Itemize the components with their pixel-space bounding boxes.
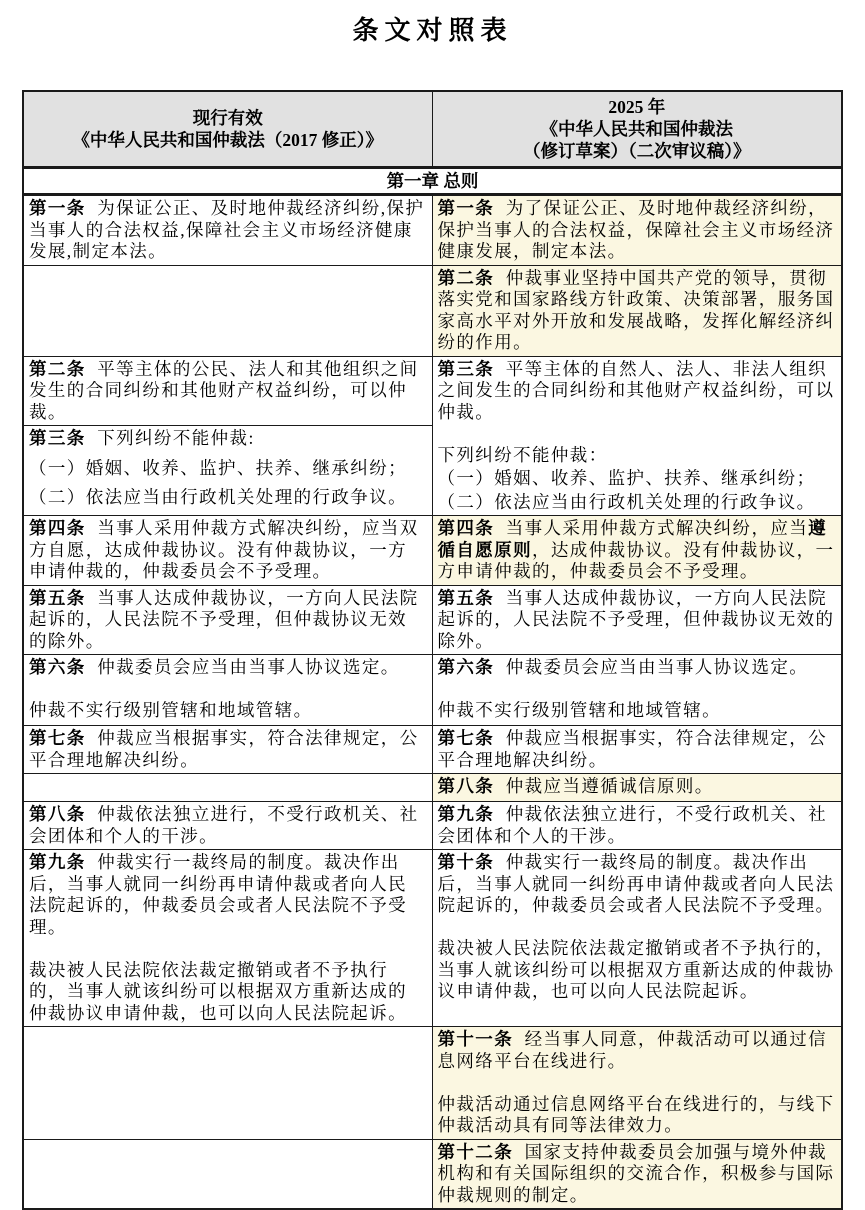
emphasized-text: 第四条 bbox=[29, 518, 86, 538]
text-run: 仲裁不实行级别管辖和地域管辖。 bbox=[437, 700, 721, 720]
article-cell-revised bbox=[433, 196, 842, 265]
text-run: 仲裁依法独立进行，不受行政机关、社会团体和个人的干涉。 bbox=[437, 804, 828, 846]
emphasized-text: 第一条 bbox=[437, 198, 495, 218]
paragraph bbox=[29, 679, 426, 701]
article-cell bbox=[24, 774, 432, 801]
current-law-column bbox=[24, 586, 433, 655]
table-row bbox=[24, 266, 841, 357]
article-cell bbox=[24, 516, 432, 585]
paragraph bbox=[438, 492, 836, 514]
table-row bbox=[24, 726, 841, 774]
table-row bbox=[24, 586, 841, 656]
article-cell bbox=[24, 1027, 432, 1139]
emphasized-text: 第六条 bbox=[29, 657, 86, 677]
paragraph bbox=[438, 1072, 836, 1094]
draft-law-column bbox=[433, 266, 842, 356]
text-run: （一）婚姻、收养、监护、扶养、继承纠纷； bbox=[437, 468, 816, 488]
article-cell bbox=[24, 726, 432, 773]
text-run: 为了保证公正、及时地仲裁经济纠纷，保护当事人的合法权益，保障社会主义市场经济健康发展，制定本法。 bbox=[437, 198, 835, 261]
draft-law-column bbox=[433, 774, 842, 801]
draft-law-column bbox=[433, 726, 842, 773]
emphasized-text: 第二条 bbox=[437, 267, 495, 288]
table-header-current-law bbox=[24, 92, 433, 166]
text-run: 当事人达成仲裁协议，一方向人民法院起诉的，人民法院不予受理，但仲裁协议无效的除外。 bbox=[29, 587, 419, 651]
table-row bbox=[24, 196, 841, 266]
text-run: 当事人采用仲裁方式解决纠纷，应当 bbox=[494, 518, 809, 538]
text-run: 仲裁不实行级别管辖和地域管辖。 bbox=[29, 700, 313, 720]
paragraph bbox=[438, 804, 836, 847]
emphasized-text: 第一条 bbox=[29, 198, 86, 218]
text-run: 仲裁委员会应当由当事人协议选定。 bbox=[494, 657, 809, 677]
current-law-column bbox=[24, 774, 433, 801]
article-cell bbox=[433, 802, 842, 849]
article-cell bbox=[433, 357, 842, 516]
header-line: 《中华人民共和国仲裁法 bbox=[540, 119, 733, 139]
emphasized-text: 第七条 bbox=[437, 728, 495, 748]
paragraph bbox=[29, 428, 426, 450]
table-row bbox=[24, 850, 841, 1027]
article-cell-revised bbox=[433, 774, 842, 801]
paragraph bbox=[438, 468, 836, 490]
emphasized-text: 第十二条 bbox=[437, 1141, 514, 1162]
paragraph bbox=[438, 700, 836, 722]
table-row bbox=[24, 1027, 841, 1140]
paragraph bbox=[29, 804, 426, 847]
paragraph bbox=[29, 728, 426, 771]
current-law-column bbox=[24, 196, 433, 265]
current-law-column bbox=[24, 1140, 433, 1209]
text-run: （二）依法应当由行政机关处理的行政争议。 bbox=[29, 487, 407, 507]
text-run: 仲裁实行一裁终局的制度。裁决作出后，当事人就同一纠纷再申请仲裁或者向人民法院起诉的，仲裁委员会或者人民法院不予受理。 bbox=[29, 852, 407, 937]
text-run: 仲裁依法独立进行，不受行政机关、社会团体和个人的干涉。 bbox=[29, 804, 419, 846]
paragraph bbox=[29, 588, 426, 653]
article-cell bbox=[24, 357, 432, 426]
paragraph bbox=[438, 679, 836, 701]
text-run: 仲裁活动通过信息网络平台在线进行的，与线下仲裁活动具有同等法律效力。 bbox=[437, 1093, 835, 1135]
text-run: ，达成仲裁协议。没有仲裁协议，一方申请仲裁的，仲裁委员会不予受理。 bbox=[437, 539, 835, 581]
text-run: 裁决被人民法院依法裁定撤销或者不予执行的，当事人就该纠纷可以根据双方重新达成的仲裁协议申请仲裁，也可以向人民法院起诉。 bbox=[29, 959, 407, 1023]
article-cell-revised bbox=[433, 516, 842, 585]
current-law-column bbox=[24, 1027, 433, 1139]
emphasized-text: 第七条 bbox=[29, 728, 86, 748]
emphasized-text: 第二条 bbox=[29, 358, 86, 379]
paragraph bbox=[29, 960, 426, 1025]
table-row bbox=[24, 802, 841, 850]
paragraph bbox=[29, 938, 426, 960]
current-law-column bbox=[24, 726, 433, 773]
paragraph bbox=[29, 458, 426, 480]
text-run: 为保证公正、及时地仲裁经济纠纷,保护当事人的合法权益,保障社会主义市场经济健康发展,制定本法。 bbox=[29, 198, 425, 261]
paragraph bbox=[438, 518, 836, 583]
paragraph bbox=[29, 700, 426, 722]
paragraph bbox=[438, 657, 836, 679]
current-law-column bbox=[24, 357, 433, 516]
article-cell bbox=[24, 266, 432, 356]
article-cell bbox=[433, 655, 842, 725]
table-row bbox=[24, 655, 841, 726]
header-line: 2025 年 bbox=[608, 97, 666, 117]
emphasized-text: 第九条 bbox=[437, 804, 495, 824]
draft-law-column bbox=[433, 516, 842, 585]
article-cell-revised bbox=[433, 1140, 842, 1209]
emphasized-text: 第九条 bbox=[29, 852, 86, 872]
emphasized-text: 第五条 bbox=[29, 587, 86, 608]
paragraph bbox=[438, 1142, 836, 1207]
paragraph bbox=[438, 917, 836, 939]
article-cell-revised bbox=[433, 1027, 842, 1139]
chapter-heading: 第一章 总则 bbox=[24, 169, 841, 196]
draft-law-column bbox=[433, 655, 842, 725]
paragraph bbox=[438, 776, 836, 798]
text-run: 仲裁事业坚持中国共产党的领导，贯彻落实党和国家路线方针政策、决策部署，服务国家高水平对外开放和发展战略，发挥化解经济纠纷的作用。 bbox=[437, 267, 835, 352]
text-run: 仲裁委员会应当由当事人协议选定。 bbox=[85, 657, 400, 677]
text-run: 仲裁应当遵循诚信原则。 bbox=[494, 776, 714, 796]
draft-law-column bbox=[433, 802, 842, 849]
emphasized-text: 第六条 bbox=[437, 657, 495, 677]
article-cell bbox=[433, 726, 842, 773]
table-row bbox=[24, 357, 841, 517]
article-cell bbox=[24, 802, 432, 849]
emphasized-text: 第三条 bbox=[437, 358, 495, 379]
table-row bbox=[24, 1140, 841, 1209]
paragraph bbox=[438, 588, 836, 653]
paragraph bbox=[438, 728, 836, 771]
paragraph bbox=[29, 657, 426, 679]
draft-law-column bbox=[433, 850, 842, 1026]
article-cell bbox=[24, 425, 432, 515]
current-law-column bbox=[24, 516, 433, 585]
paragraph bbox=[438, 423, 836, 445]
text-run: 仲裁实行一裁终局的制度。裁决作出后，当事人就同一纠纷再申请仲裁或者向人民法院起诉的，仲裁委员会或者人民法院不予受理。 bbox=[437, 852, 835, 915]
paragraph bbox=[438, 198, 836, 263]
text-run: 下列纠纷不能仲裁: bbox=[85, 428, 255, 448]
current-law-column bbox=[24, 802, 433, 849]
paragraph bbox=[29, 487, 426, 509]
header-line: 现行有效 bbox=[192, 108, 263, 128]
paragraph bbox=[438, 1094, 836, 1137]
current-law-column bbox=[24, 850, 433, 1026]
table-header-draft-law bbox=[433, 92, 842, 166]
article-cell bbox=[433, 850, 842, 1026]
text-run: 裁决被人民法院依法裁定撤销或者不予执行的，当事人就该纠纷可以根据双方重新达成的仲裁协议申请仲裁，也可以向人民法院起诉。 bbox=[437, 938, 835, 1001]
article-cell bbox=[24, 196, 432, 265]
table-body bbox=[24, 196, 841, 1208]
text-run: 当事人采用仲裁方式解决纠纷，应当双方自愿，达成仲裁协议。没有仲裁协议，一方申请仲裁的，仲裁委员会不予受理。 bbox=[29, 518, 419, 581]
paragraph bbox=[29, 852, 426, 938]
comparison-table bbox=[22, 90, 843, 1210]
paragraph bbox=[29, 518, 426, 583]
text-run: （一）婚姻、收养、监护、扶养、继承纠纷； bbox=[29, 457, 407, 478]
text-run: （二）依法应当由行政机关处理的行政争议。 bbox=[437, 491, 816, 512]
paragraph bbox=[438, 359, 836, 424]
article-cell bbox=[24, 850, 432, 1026]
paragraph bbox=[438, 1029, 836, 1072]
text-run: 仲裁应当根据事实，符合法律规定，公平合理地解决纠纷。 bbox=[437, 728, 828, 770]
text-run: 经当事人同意，仲裁活动可以通过信息网络平台在线进行。 bbox=[437, 1029, 828, 1071]
text-run: 平等主体的自然人、法人、非法人组织之间发生的合同纠纷和其他财产权益纠纷，可以仲裁。 bbox=[437, 358, 835, 422]
paragraph bbox=[438, 852, 836, 917]
draft-law-column bbox=[433, 1027, 842, 1139]
article-cell-revised bbox=[433, 266, 842, 356]
article-cell bbox=[433, 586, 842, 655]
page-title: 条文对照表 bbox=[352, 16, 513, 45]
header-line: 《中华人民共和国仲裁法（2017 修正）》 bbox=[72, 130, 384, 150]
paragraph bbox=[29, 359, 426, 424]
paragraph bbox=[438, 938, 836, 1003]
draft-law-column bbox=[433, 1140, 842, 1209]
table-row bbox=[24, 516, 841, 586]
article-cell bbox=[24, 1140, 432, 1209]
text-run: 国家支持仲裁委员会加强与境外仲裁机构和有关国际组织的交流合作，积极参与国际仲裁规则的制定。 bbox=[437, 1141, 835, 1205]
paragraph bbox=[29, 198, 426, 263]
draft-law-column bbox=[433, 586, 842, 655]
paragraph bbox=[438, 268, 836, 354]
emphasized-text: 第八条 bbox=[29, 804, 86, 824]
text-run: 仲裁应当根据事实，符合法律规定，公平合理地解决纠纷。 bbox=[29, 728, 419, 770]
emphasized-text: 第十条 bbox=[437, 852, 495, 872]
text-run: 下列纠纷不能仲裁： bbox=[437, 444, 608, 465]
article-cell bbox=[24, 655, 432, 725]
current-law-column bbox=[24, 266, 433, 356]
emphasized-text: 遵循自愿原则 bbox=[437, 518, 828, 560]
paragraph bbox=[438, 445, 836, 467]
emphasized-text: 第五条 bbox=[437, 587, 495, 608]
text-run: 当事人达成仲裁协议，一方向人民法院起诉的，人民法院不予受理，但仲裁协议无效的除外。 bbox=[437, 587, 835, 651]
emphasized-text: 第三条 bbox=[29, 428, 86, 448]
table-row bbox=[24, 774, 841, 802]
emphasized-text: 第十一条 bbox=[437, 1029, 514, 1049]
article-cell bbox=[24, 586, 432, 655]
text-run: 平等主体的公民、法人和其他组织之间发生的合同纠纷和其他财产权益纠纷，可以仲裁。 bbox=[29, 358, 419, 422]
emphasized-text: 第八条 bbox=[437, 776, 495, 796]
emphasized-text: 第四条 bbox=[437, 518, 495, 538]
header-line: （修订草案）（二次审议稿）》 bbox=[523, 141, 751, 161]
draft-law-column bbox=[433, 357, 842, 516]
current-law-column bbox=[24, 655, 433, 725]
table-header-row bbox=[24, 92, 841, 169]
draft-law-column bbox=[433, 196, 842, 265]
